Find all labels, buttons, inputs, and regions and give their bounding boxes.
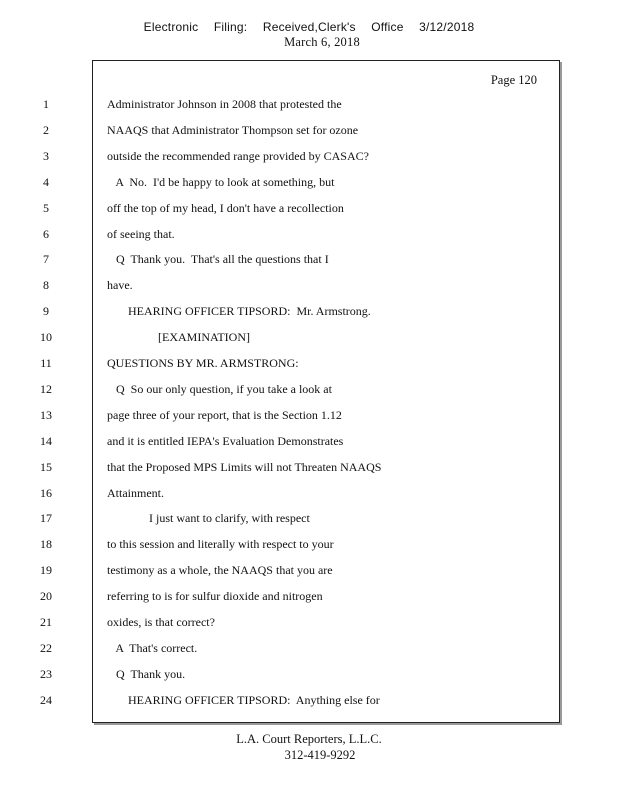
line-text: [EXAMINATION] xyxy=(107,330,250,345)
line-text: referring to is for sulfur dioxide and nitrogen xyxy=(107,589,323,604)
line-number: 11 xyxy=(40,356,52,370)
line-number: 24 xyxy=(40,692,52,707)
line-text: Q Thank you. xyxy=(107,666,186,681)
line-number: 21 xyxy=(40,615,52,629)
line-number: 19 xyxy=(40,563,52,578)
line-text: A No. I'd be happy to look at something, but xyxy=(107,174,335,189)
filing-word-filing: Filing: xyxy=(213,20,248,34)
line-text: I just want to clarify, with respect xyxy=(107,511,310,526)
line-number: 13 xyxy=(40,407,52,422)
line-text: Administrator Johnson in 2008 that protested the xyxy=(107,97,342,111)
line-number: 23 xyxy=(40,666,52,681)
line-text: Q So our only question, if you take a look at xyxy=(107,381,332,396)
line-number: 10 xyxy=(40,330,52,345)
filing-header xyxy=(0,20,618,50)
page-number: Page 120 xyxy=(490,73,537,87)
filing-word-received: Received,Clerk's xyxy=(262,20,356,34)
line-text: NAAQS that Administrator Thompson set for ozone xyxy=(107,122,359,137)
filing-word-electronic: Electronic xyxy=(143,20,199,34)
line-number: 3 xyxy=(43,148,49,163)
court-reporter-name: L.A. Court Reporters, L.L.C. xyxy=(236,732,382,746)
line-number: 7 xyxy=(43,252,49,267)
line-text: A That's correct. xyxy=(107,640,198,655)
line-number: 22 xyxy=(40,640,52,655)
line-text: Q Thank you. That's all the questions that I xyxy=(107,252,329,267)
line-number: 9 xyxy=(43,304,49,319)
line-number: 1 xyxy=(43,97,49,111)
line-number: 6 xyxy=(43,226,49,241)
line-text: have. xyxy=(107,278,133,293)
line-number: 2 xyxy=(43,122,49,137)
hearing-date: March 6, 2018 xyxy=(284,35,360,49)
filing-word-office: Office xyxy=(371,20,404,34)
line-text: off the top of my head, I don't have a recollection xyxy=(107,200,344,215)
line-number: 4 xyxy=(43,174,49,189)
line-text: that the Proposed MPS Limits will not Threaten NAAQS xyxy=(107,459,382,474)
filing-date: 3/12/2018 xyxy=(419,20,475,34)
line-text: and it is entitled IEPA's Evaluation Demonstrates xyxy=(107,433,344,448)
line-text: outside the recommended range provided by CASAC? xyxy=(107,148,369,163)
line-text: page three of your report, that is the Section 1.12 xyxy=(107,407,342,422)
line-number: 8 xyxy=(43,278,49,293)
line-text: oxides, is that correct? xyxy=(107,615,215,629)
line-text: of seeing that. xyxy=(107,226,175,241)
transcript-page xyxy=(40,60,560,723)
court-reporter-phone: 312-419-9292 xyxy=(284,748,356,762)
footer xyxy=(0,732,618,763)
line-number: 18 xyxy=(40,537,52,552)
line-text: HEARING OFFICER TIPSORD: Anything else for xyxy=(107,692,380,707)
line-text: HEARING OFFICER TIPSORD: Mr. Armstrong. xyxy=(107,304,371,319)
line-number: 20 xyxy=(40,589,52,604)
line-number: 17 xyxy=(40,511,52,526)
line-number: 16 xyxy=(40,485,52,500)
line-number: 5 xyxy=(43,200,49,215)
line-number: 14 xyxy=(40,433,52,448)
line-number: 15 xyxy=(40,459,52,474)
filing-stamp xyxy=(0,20,618,34)
line-text: Attainment. xyxy=(107,485,164,500)
line-number: 12 xyxy=(40,381,52,396)
line-text: testimony as a whole, the NAAQS that you are xyxy=(107,563,333,578)
line-text: QUESTIONS BY MR. ARMSTRONG: xyxy=(107,356,299,370)
line-text: to this session and literally with respect to your xyxy=(107,537,334,552)
